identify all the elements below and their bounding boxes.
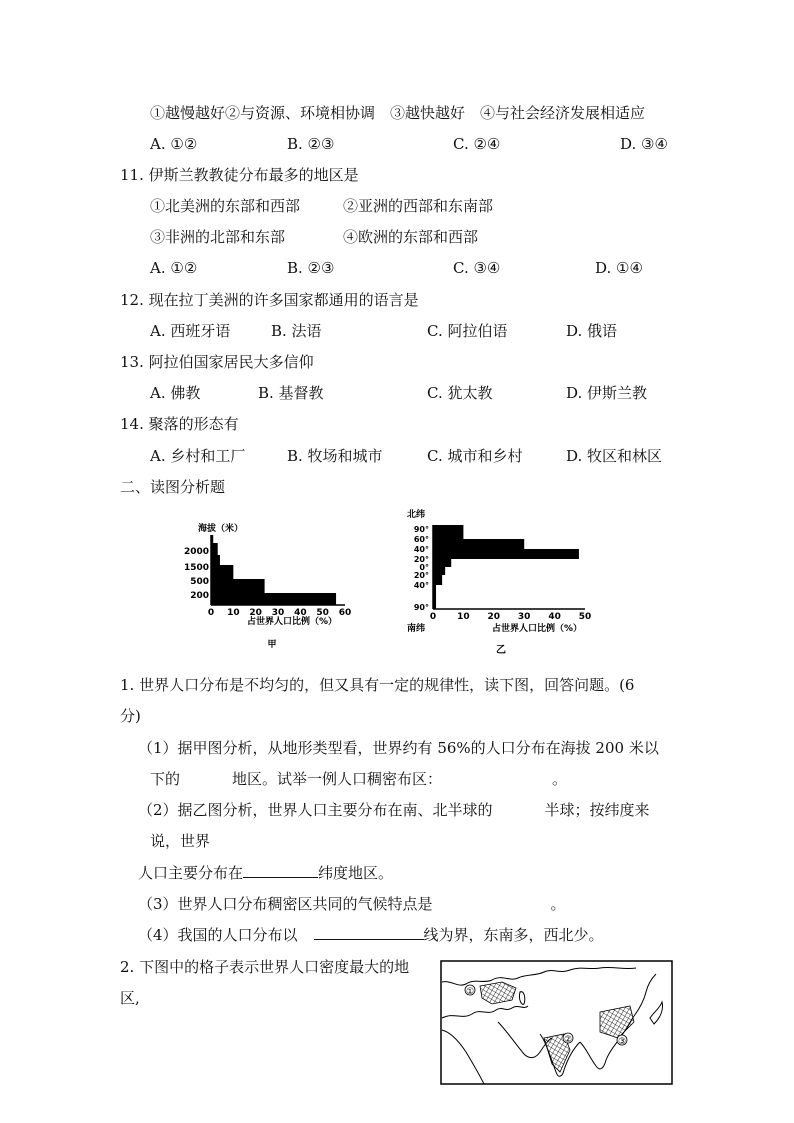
q10-option-d[interactable]: D. ③④ [620,135,668,153]
answer-blank-latitude[interactable] [243,863,318,878]
q1-stem-line1: 1. 世界人口分布是不均匀的，但又具有一定的规律性，读下图，回答问题。(6 [120,676,635,694]
chart-b-ylabel: 北纬 [407,510,426,520]
chart-a-ylabel: 海拔（米） [198,524,244,534]
q10-option-c[interactable]: C. ②④ [453,135,501,153]
chart-a-bar-0-200 [211,593,336,605]
chart-a-xtick-30: 30 [271,608,285,618]
q1-part3-text-b: 。 [550,895,566,913]
chart-b-bar-20-40°N [433,549,579,559]
map-label-1: ① [465,987,475,997]
q1-part1-text-b: 地区。试举一例人口稠密布区： [232,770,443,788]
q11-stem: 11. 伊斯兰教教徒分布最多的地区是 [120,166,359,184]
chart-b-ytick-2: 40° [413,545,429,554]
q12-option-b[interactable]: B. 法语 [271,322,322,340]
chart-b-xtick-50: 50 [578,612,592,622]
q1-part2-text-c: 人口主要分布在 [138,864,244,882]
q13-option-c[interactable]: C. 犹太教 [427,384,493,402]
q1-part1-line1: （1）据甲图分析，从地形类型看，世界约有 56%的人口分布在海拔 200 米以 [138,739,659,757]
q1-part4-line [138,925,604,945]
q14-option-d[interactable]: D. 牧区和林区 [566,447,663,465]
q1-part3-line [138,894,566,914]
q1-stem-line2: 分) [120,707,141,725]
q13-option-d[interactable]: D. 伊斯兰教 [566,384,648,402]
chart-a-ytick-1500: 1500 [183,563,209,573]
chart-b-xtick-30: 30 [517,612,531,622]
section2-title: 二、读图分析题 [120,478,226,496]
chart-a-xtick-20: 20 [249,608,262,618]
q1-part2-text-b: 半球；按纬度来 [544,801,650,819]
chart-a-xtick-40: 40 [294,608,307,618]
chart-b-bar-40-60°N [433,539,524,549]
latitude-population-chart [405,503,610,658]
q11-statement-3: ③非洲的北部和东部 [150,228,286,246]
q1-part2-text-a: （2）据乙图分析，世界人口主要分布在南、北半球的 [138,801,493,819]
chart-a-ytick-200: 200 [190,591,209,601]
chart-b-ytick-5: 20° [413,571,429,580]
q1-part1-text-c: 。 [552,770,568,788]
chart-b-bar-0-20°S [433,567,445,575]
chart-b-xtick-40: 40 [548,612,561,622]
q11-option-b[interactable]: B. ②③ [287,259,335,277]
q10-statements: ①越慢越好②与资源、环境相协调 ③越快越好 ④与社会经济发展相适应 [150,104,646,122]
q1-part1-text-a: 下的 [150,770,181,788]
q13-stem: 13. 阿拉伯国家居民大多信仰 [120,353,314,371]
q14-option-c[interactable]: C. 城市和乡村 [427,447,523,465]
q11-statement-4: ④欧洲的东部和西部 [343,228,479,246]
chart-a-caption: 甲 [267,640,277,650]
chart-a-bar-200-500 [211,579,265,593]
chart-a-xtick-60: 60 [338,608,352,618]
chart-b-bar-20-40°S [433,575,442,585]
q1-part2-text-d: 纬度地区。 [318,864,394,882]
q11-option-d[interactable]: D. ①④ [595,259,643,277]
chart-b-bottom-label: 南纬 [407,624,426,634]
q2-stem-line1: 2. 下图中的格子表示世界人口密度最大的地 [120,958,410,976]
q1-part2-line2: 说，世界 [150,832,211,850]
q10-option-a[interactable]: A. ①② [150,135,198,153]
chart-b-xtick-20: 20 [487,612,501,622]
chart-b-xlabel: 占世界人口比例（%） [491,624,583,634]
q1-part2-line3 [138,863,393,883]
q11-option-a[interactable]: A. ①② [150,259,198,277]
q1-part1-line2 [150,769,567,789]
chart-a-xlabel: 占世界人口比例（%） [246,617,338,627]
q1-part4-text-a: （4）我国的人口分布以 [138,926,298,944]
q12-option-a[interactable]: A. 西班牙语 [150,322,231,340]
chart-b-ytick-1: 60° [413,535,429,544]
chart-b-caption: 乙 [496,645,506,656]
q11-statement-1: ①北美洲的东部和西部 [150,197,301,215]
q2-stem-line2: 区, [120,989,140,1007]
q1-part4-text-b: 线为界，东南多，西北少。 [423,926,604,944]
chart-b-ytick-3: 20° [413,555,429,564]
chart-b-ytick-6: 40° [413,581,429,590]
map-label-2: ② [563,1035,573,1045]
q12-option-d[interactable]: D. 俄语 [566,322,618,340]
chart-b-ytick-7: 90° [413,603,429,612]
chart-a-ytick-2000: 2000 [183,547,209,557]
chart-b-ytick-4: 0° [419,563,429,572]
q14-option-a[interactable]: A. 乡村和工厂 [150,447,246,465]
q1-part3-text-a: （3）世界人口分布稠密区共同的气候特点是 [138,895,433,913]
q12-stem: 12. 现在拉丁美洲的许多国家都通用的语言是 [120,291,419,309]
q11-statement-2: ②亚洲的西部和东南部 [343,197,494,215]
chart-b-xtick-10: 10 [457,612,470,622]
chart-b-ytick-0: 90° [413,525,429,534]
q11-option-c[interactable]: C. ③④ [453,259,501,277]
q12-option-c[interactable]: C. 阿拉伯语 [427,322,508,340]
chart-a-bar-1000-1500 [211,555,220,565]
chart-a-ytick-500: 500 [190,577,209,587]
chart-a-xtick-50: 50 [316,608,329,618]
altitude-population-chart [180,515,380,657]
chart-a-xtick-0: 0 [207,608,215,618]
map-label-3: ③ [617,1037,627,1047]
q10-option-b[interactable]: B. ②③ [287,135,335,153]
chart-b-xtick-0: 0 [429,612,437,622]
chart-b-bar-60-90°N [433,525,463,539]
asia-population-map [440,960,673,1085]
chart-a-bar-1500-2000 [211,543,218,555]
q14-stem: 14. 聚落的形态有 [120,415,239,433]
q14-option-b[interactable]: B. 牧场和城市 [287,447,383,465]
q13-option-a[interactable]: A. 佛教 [150,384,201,402]
chart-a-xtick-10: 10 [227,608,240,618]
chart-a-bar-500-1000 [211,565,233,579]
chart-b-bar-0-20°N [433,559,451,567]
q13-option-b[interactable]: B. 基督教 [258,384,324,402]
q1-part2-line1 [138,800,650,820]
answer-blank-boundary-line[interactable] [314,925,424,940]
